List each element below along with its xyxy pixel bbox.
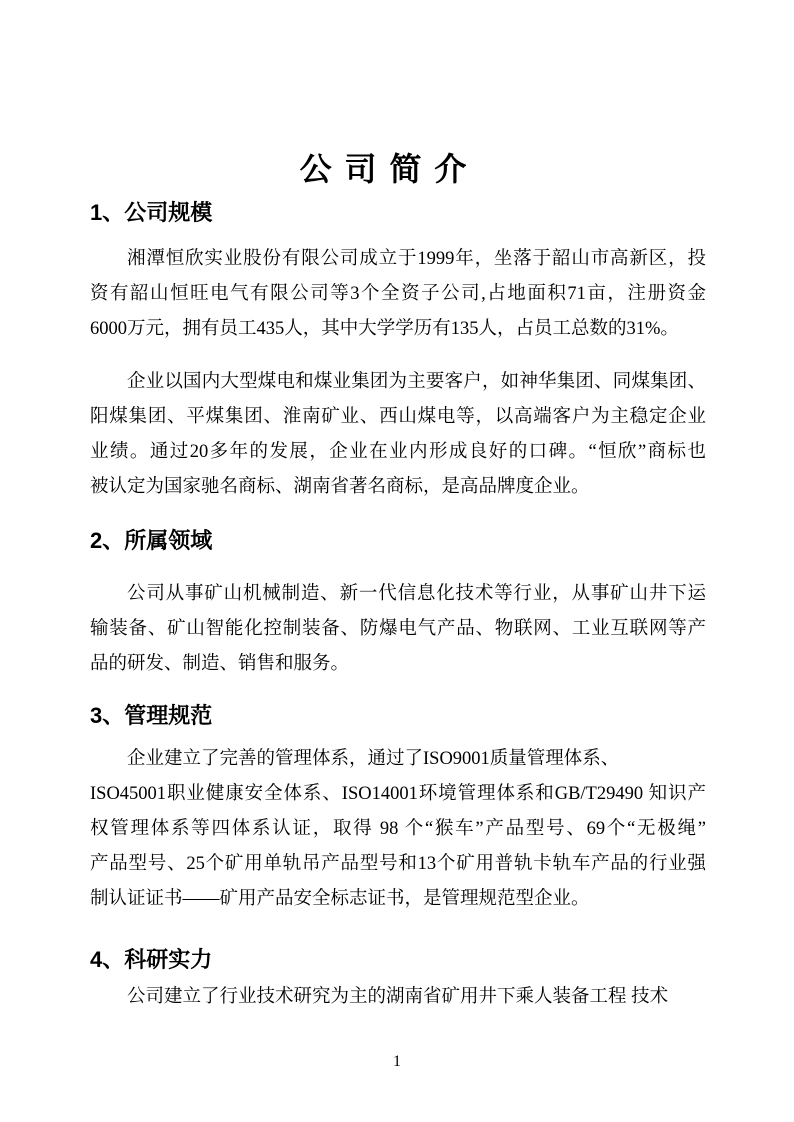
text-line: 湘潭恒欣实业股份有限公司成立于1999年，坐落于韶山市高新区，投 — [127, 249, 706, 269]
text-line: ISO45001职业健康安全体系、ISO14001环境管理体系和GB/T29490 知识产 — [90, 784, 706, 804]
text-line: 6000万元，拥有员工435人，其中大学学历有135人，占员工总数的31%。 — [90, 319, 679, 339]
text-line: 被认定为国家驰名商标、湖南省著名商标，是高品牌度企业。 — [90, 477, 590, 497]
paragraph — [90, 242, 706, 347]
section-heading: 4、科研实力 — [90, 947, 213, 972]
page-number: 1 — [393, 1053, 401, 1070]
text-line: 业绩。通过20多年的发展，企业在业内形成良好的口碑。“恒欣”商标也 — [90, 442, 706, 462]
section-heading: 1、公司规模 — [90, 200, 213, 225]
paragraph — [90, 577, 706, 682]
text-line: 制认证证书——矿用产品安全标志证书，是管理规范型企业。 — [90, 889, 590, 909]
page-title: 公 司 简 介 — [299, 151, 469, 187]
section — [90, 526, 706, 682]
section-heading: 2、所属领域 — [90, 528, 213, 553]
text-line: 公司建立了行业技术研究为主的湖南省矿用井下乘人装备工程 技术 — [127, 987, 669, 1007]
text-line: 产品型号、25个矿用单轨吊产品型号和13个矿用普轨卡轨车产品的行业强 — [90, 854, 706, 874]
text-line: 输装备、矿山智能化控制装备、防爆电气产品、物联网、工业互联网等产 — [90, 619, 706, 639]
paragraph — [90, 742, 706, 917]
paragraph — [90, 365, 706, 505]
document-body — [90, 198, 706, 1015]
text-line: 企业以国内大型煤电和煤业集团为主要客户，如神华集团、同煤集团、 — [127, 372, 706, 392]
text-line: 资有韶山恒旺电气有限公司等3个全资子公司,占地面积71亩，注册资金 — [90, 284, 706, 304]
paragraph — [90, 980, 706, 1015]
text-line: 品的研发、制造、销售和服务。 — [90, 654, 350, 674]
text-line: 公司从事矿山机械制造、新一代信息化技术等行业，从事矿山井下运 — [127, 584, 706, 604]
section — [90, 701, 706, 917]
section-heading: 3、管理规范 — [90, 703, 213, 728]
text-line: 企业建立了完善的管理体系，通过了ISO9001质量管理体系、 — [127, 749, 620, 769]
section — [90, 198, 706, 505]
section — [90, 945, 706, 1015]
text-line: 阳煤集团、平煤集团、淮南矿业、西山煤电等，以高端客户为主稳定企业 — [90, 407, 706, 427]
text-line: 权管理体系等四体系认证，取得 98 个“猴车”产品型号、69个“无极绳” — [90, 819, 706, 839]
